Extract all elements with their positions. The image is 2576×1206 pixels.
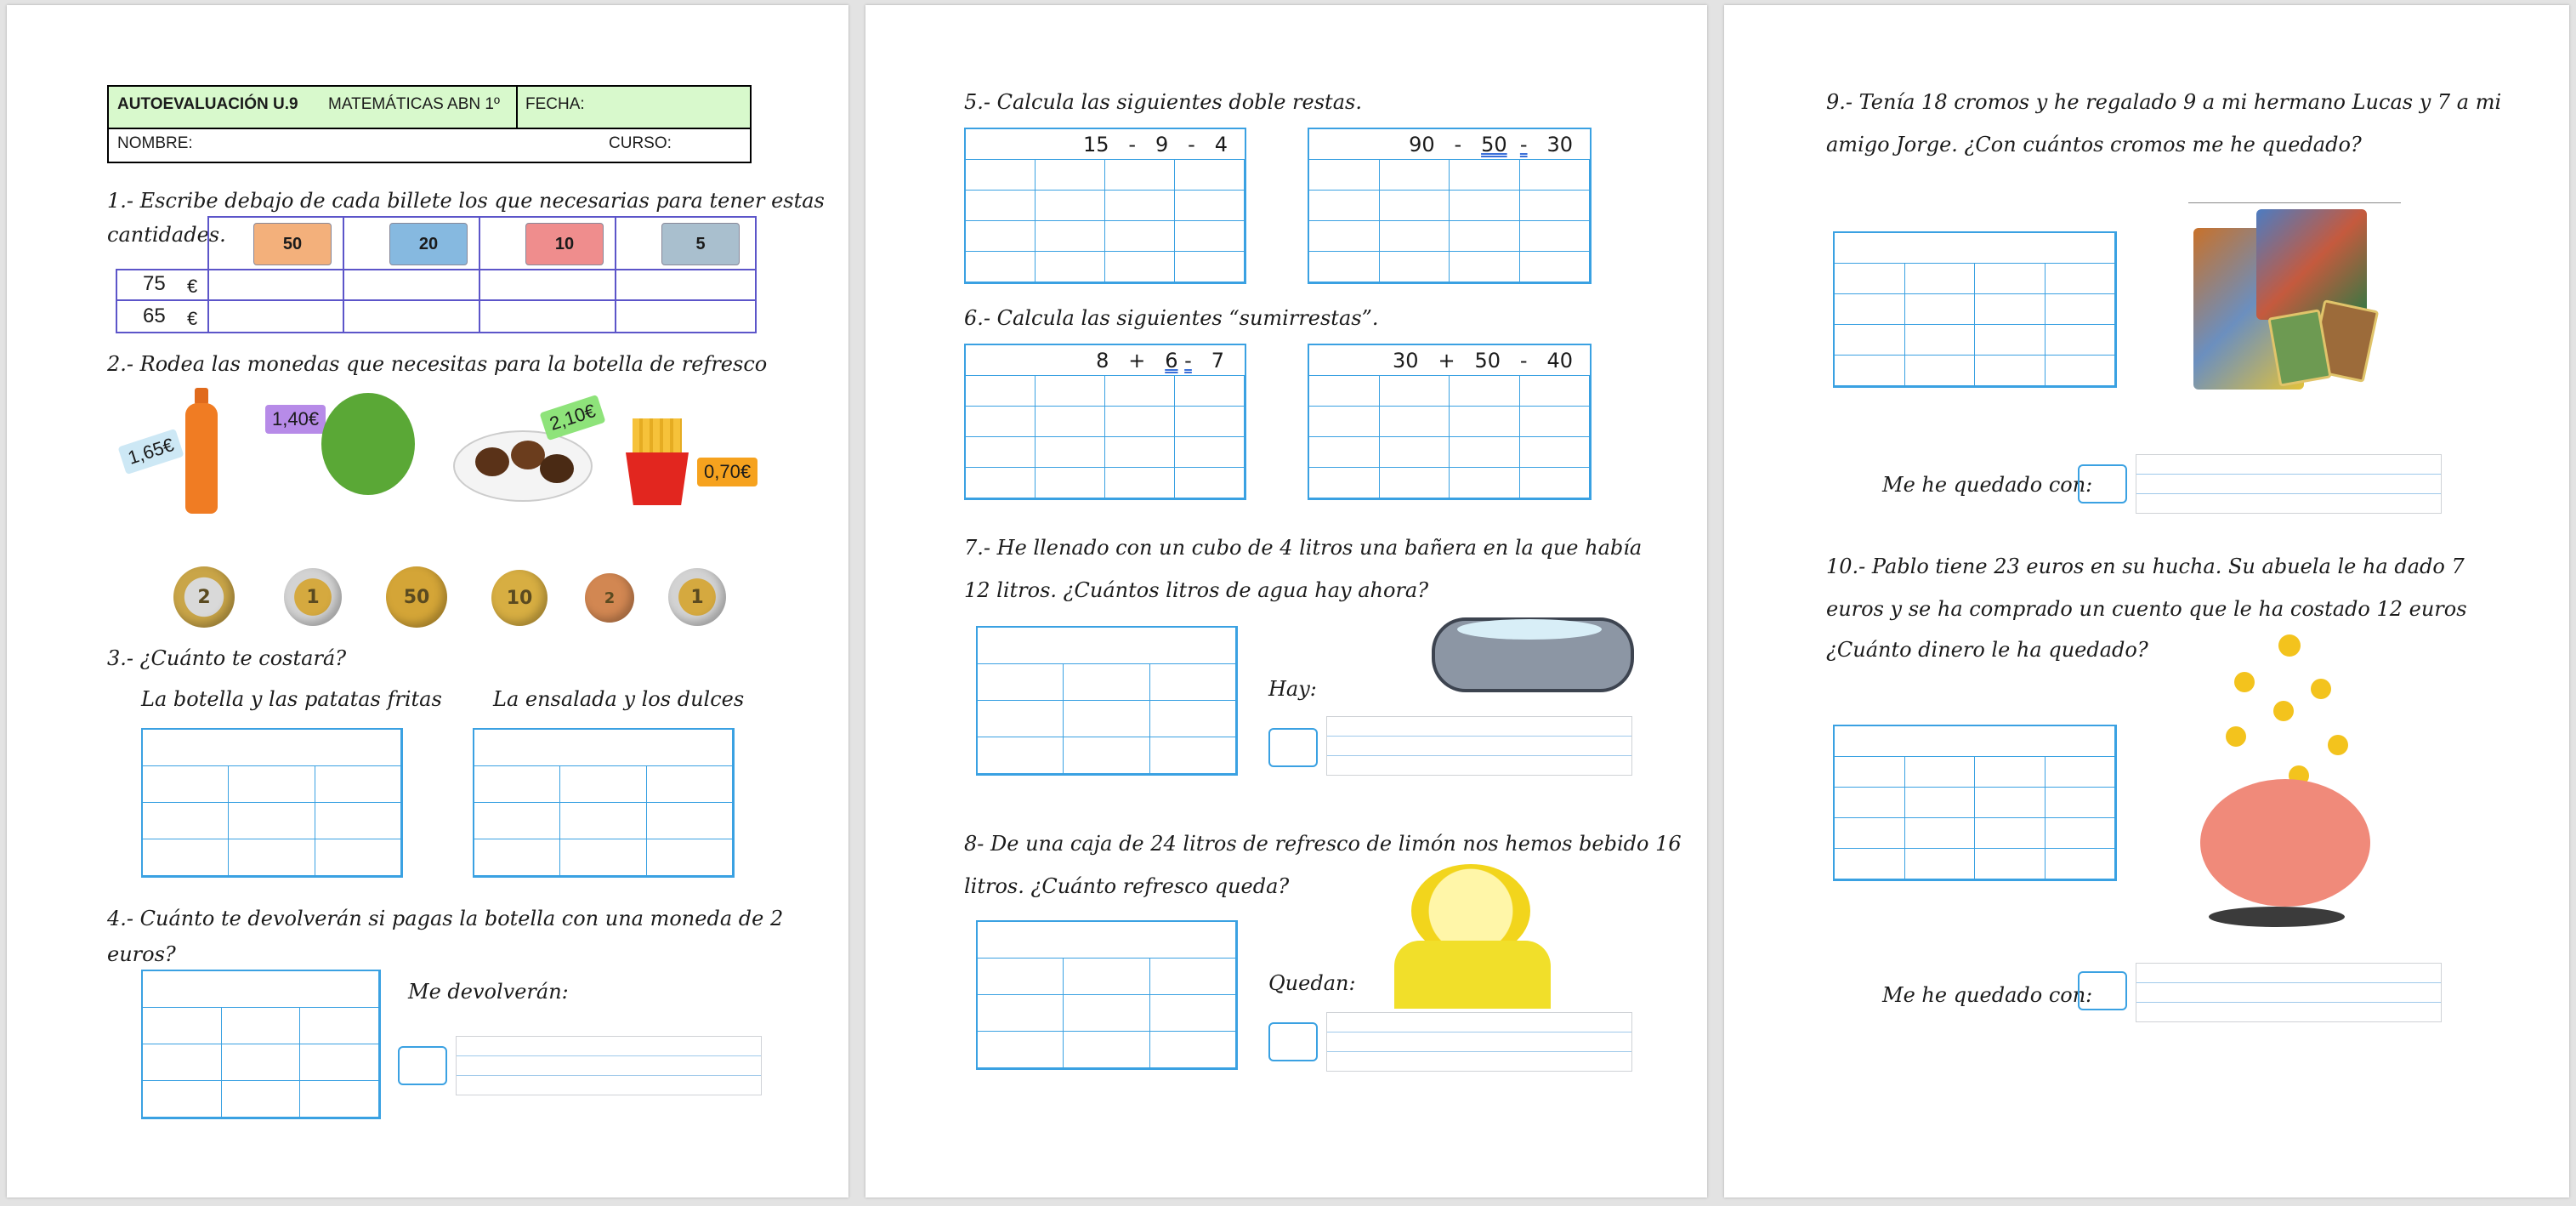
worksheet-page-1 xyxy=(7,5,848,1197)
header-subject: MATEMÁTICAS ABN 1º xyxy=(328,95,500,113)
sweets-plate-icon xyxy=(453,430,593,502)
worksheet-page-3 xyxy=(1724,5,2569,1197)
abn-grid-q7[interactable] xyxy=(976,626,1238,776)
q9-answer-lines[interactable] xyxy=(2136,454,2442,514)
op-30: 30 xyxy=(1393,348,1419,373)
q3-left-label: La botella y las patatas fritas xyxy=(141,687,442,711)
q8-answer-box[interactable] xyxy=(1268,1022,1318,1061)
abn-grid-q6-left[interactable] xyxy=(964,344,1246,500)
q8-answer-lines[interactable] xyxy=(1326,1012,1632,1072)
currency-1: € xyxy=(187,276,198,297)
note-5-icon: 5 xyxy=(661,223,740,265)
q4-text: 4.- Cuánto te devolverán si pagas la botella con una moneda de 2 xyxy=(107,907,784,930)
note-10-icon: 10 xyxy=(525,223,604,265)
op-9: 9 xyxy=(1155,132,1169,156)
coin-1-euro-icon: 1 xyxy=(668,568,726,626)
q4-answer-lines[interactable] xyxy=(456,1036,762,1095)
op-6: 6 xyxy=(1165,348,1178,373)
coin-1-euro-icon: 1 xyxy=(284,568,342,626)
q4-answer-label: Me devolverán: xyxy=(408,980,569,1004)
q1-text: 1.- Escribe debajo de cada billete los que necesarias para tener estas xyxy=(107,189,825,213)
price-tag-sweets: 2,10€ xyxy=(539,395,605,441)
op-minus: - xyxy=(1184,348,1192,373)
op-plus: + xyxy=(1128,348,1146,373)
coin-2-euro-icon: 2 xyxy=(173,566,235,628)
abn-grid-q6-right[interactable] xyxy=(1308,344,1592,500)
q3-right-label: La ensalada y los dulces xyxy=(493,687,745,711)
q10-text-2: euros y se ha comprado un cuento que le ha costado 12 euros xyxy=(1826,597,2467,621)
op-minus: - xyxy=(1454,132,1462,156)
coin-50-cent-icon: 50 xyxy=(386,566,447,628)
price-tag-fries: 0,70€ xyxy=(697,458,757,486)
op-8: 8 xyxy=(1096,348,1109,373)
q3-text: 3.- ¿Cuánto te costará? xyxy=(107,646,347,670)
q9-answer-box[interactable] xyxy=(2078,464,2127,503)
note-20-icon: 20 xyxy=(389,223,468,265)
abn-grid-q10[interactable] xyxy=(1833,725,2117,881)
abn-grid-q8[interactable] xyxy=(976,920,1238,1070)
q2-text: 2.- Rodea las monedas que necesitas para la botella de refresco xyxy=(107,352,768,376)
abn-grid-q5-right[interactable] xyxy=(1308,128,1592,284)
amount-75: 75 xyxy=(143,272,166,295)
coin-2-cent-icon: 2 xyxy=(585,573,634,623)
price-tag-salad: 1,40€ xyxy=(265,405,326,434)
op-minus: - xyxy=(1519,132,1528,156)
q8-text-2: litros. ¿Cuánto refresco queda? xyxy=(964,874,1290,898)
op-90: 90 xyxy=(1409,132,1435,156)
op-50: 50 xyxy=(1474,348,1501,373)
abn-grid-q9[interactable] xyxy=(1833,231,2117,388)
abn-grid-q4[interactable] xyxy=(141,970,381,1119)
coin-10-cent-icon: 10 xyxy=(491,570,548,626)
q4-text-2: euros? xyxy=(107,942,176,966)
q10-answer-lines[interactable] xyxy=(2136,963,2442,1022)
q9-text: 9.- Tenía 18 cromos y he regalado 9 a mi hermano Lucas y 7 a mi xyxy=(1826,90,2502,114)
q10-text-3: ¿Cuánto dinero le ha quedado? xyxy=(1826,638,2148,662)
op-plus: + xyxy=(1438,348,1455,373)
name-label: NOMBRE: xyxy=(117,134,193,152)
abn-grid-q3-right[interactable] xyxy=(473,728,735,878)
q1-text-2: cantidades. xyxy=(107,223,226,247)
q8-text: 8- De una caja de 24 litros de refresco de limón nos hemos bebido 16 xyxy=(964,832,1682,856)
fries-icon xyxy=(626,418,689,505)
salad-icon xyxy=(321,393,415,495)
note-50-icon: 50 xyxy=(253,223,332,265)
q7-text: 7.- He llenado con un cubo de 4 litros una bañera en la que había xyxy=(964,536,1643,560)
date-label: FECHA: xyxy=(525,95,585,113)
lemon-icon xyxy=(1394,864,1551,1009)
q7-answer-lines[interactable] xyxy=(1326,716,1632,776)
q7-text-2: 12 litros. ¿Cuántos litros de agua hay ahora? xyxy=(964,578,1429,602)
worksheet-page-2 xyxy=(865,5,1707,1197)
amount-65: 65 xyxy=(143,304,166,327)
q5-text: 5.- Calcula las siguientes doble restas. xyxy=(964,90,1362,114)
q10-answer-box[interactable] xyxy=(2078,971,2127,1010)
bathtub-icon xyxy=(1432,600,1636,694)
op-minus: - xyxy=(1188,132,1195,156)
op-50: 50 xyxy=(1481,132,1507,156)
op-30: 30 xyxy=(1546,132,1573,156)
q7-answer-label: Hay: xyxy=(1268,677,1317,701)
q4-answer-box[interactable] xyxy=(398,1046,447,1085)
q10-text: 10.- Pablo tiene 23 euros en su hucha. Su abuela le ha dado 7 xyxy=(1826,555,2465,578)
q6-text: 6.- Calcula las siguientes “sumirrestas”. xyxy=(964,306,1379,330)
q9-text-2: amigo Jorge. ¿Con cuántos cromos me he quedado? xyxy=(1826,133,2362,156)
q7-answer-box[interactable] xyxy=(1268,728,1318,767)
trading-cards-icon xyxy=(2188,202,2401,398)
abn-grid-q5-left[interactable] xyxy=(964,128,1246,284)
op-4: 4 xyxy=(1214,132,1228,156)
q10-answer-label: Me he quedado con: xyxy=(1882,983,2093,1007)
currency-2: € xyxy=(187,308,198,329)
abn-grid-q3-left[interactable] xyxy=(141,728,403,878)
course-label: CURSO: xyxy=(609,134,672,152)
header-title: AUTOEVALUACIÓN U.9 xyxy=(117,95,298,113)
op-minus: - xyxy=(1519,348,1528,373)
q9-answer-label: Me he quedado con: xyxy=(1882,473,2093,497)
price-tag-bottle: 1,65€ xyxy=(117,429,184,475)
op-15: 15 xyxy=(1082,132,1109,156)
soda-bottle-icon xyxy=(180,388,223,515)
header-box xyxy=(107,85,752,163)
op-40: 40 xyxy=(1546,348,1573,373)
op-7: 7 xyxy=(1211,348,1224,373)
q8-answer-label: Quedan: xyxy=(1268,971,1356,995)
op-minus: - xyxy=(1128,132,1137,156)
piggy-bank-icon xyxy=(2183,634,2379,949)
